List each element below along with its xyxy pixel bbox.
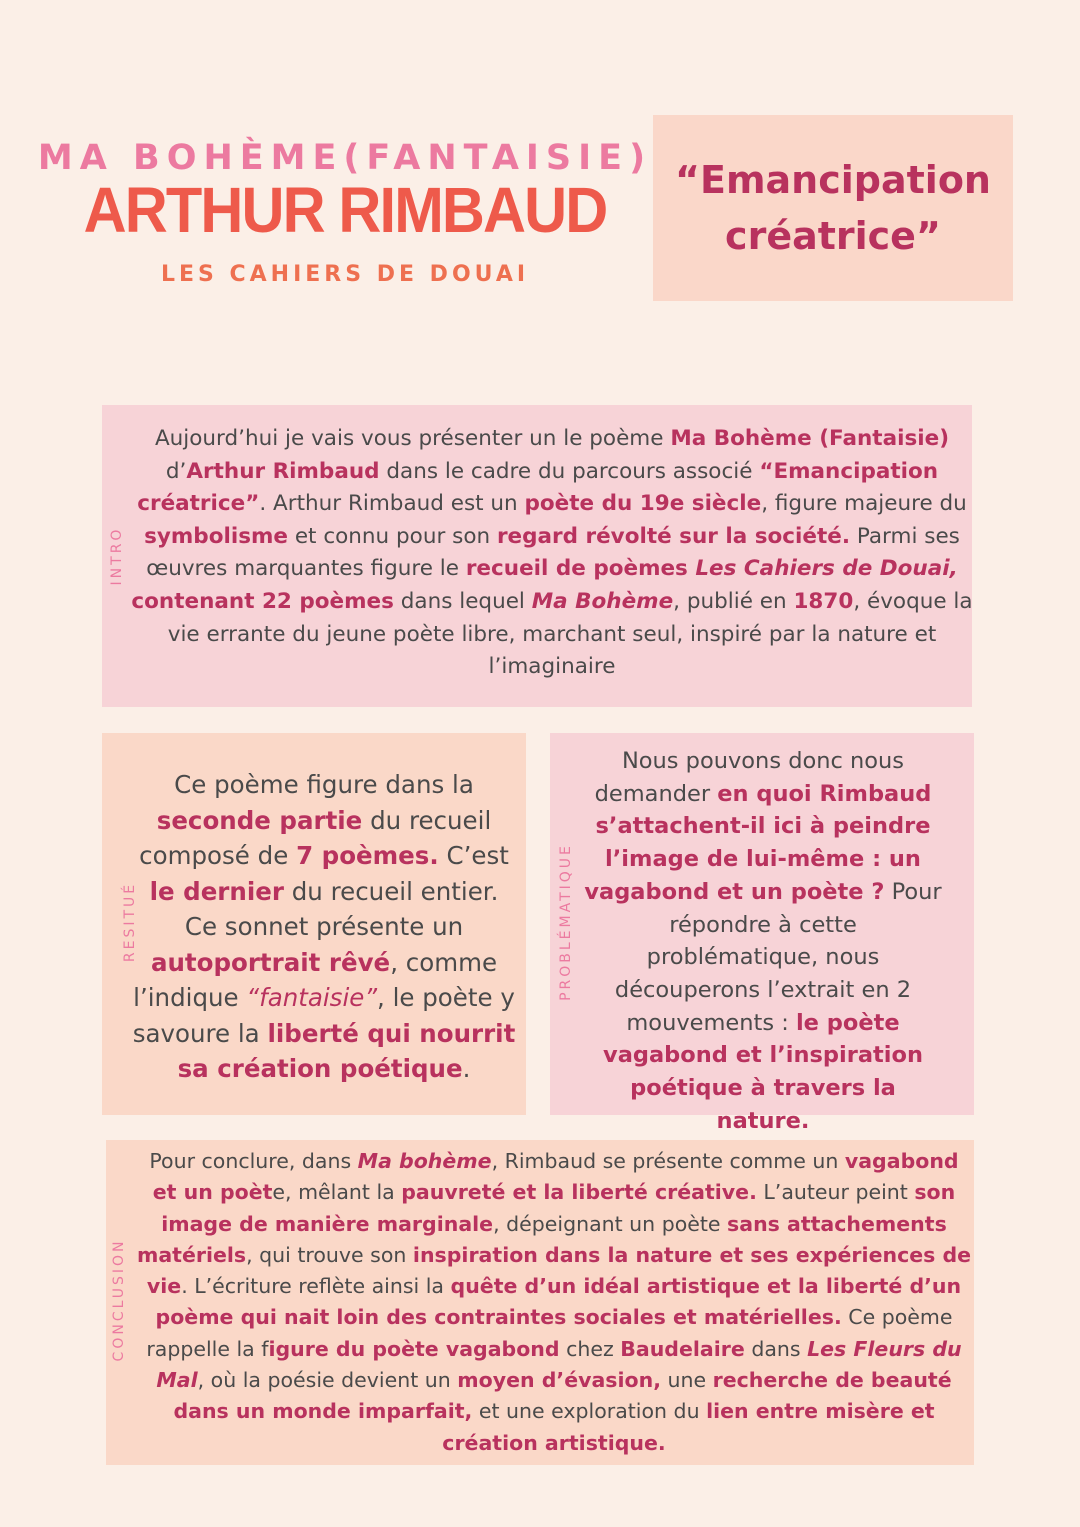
resitue-text: Ce poème figure dans la seconde partie du recueil composé de 7 poèmes. C’est le dernier du recueil entier. Ce sonnet présente un autoportrait rêvé, comme l’indique “fantaisie”, le poète y savoure la liberté qui nourrit sa création poétique.: [132, 770, 516, 1083]
collection-name: LES CAHIERS DE DOUAI: [160, 262, 530, 287]
author-name: ARTHUR RIMBAUD: [83, 174, 607, 246]
problematique-card: [550, 733, 974, 1134]
conclusion-label: CONCLUSION: [111, 1238, 127, 1362]
theme-line-1: “Emancipation: [675, 158, 991, 202]
intro-text: Aujourd’hui je vais vous présenter un le poème Ma Bohème (Fantaisie) d’Arthur Rimbaud dans le cadre du parcours associé “Emancipation créatrice”. Arthur Rimbaud est un poète du 19e siècle, figure majeure du symbolisme et connu pour son regard révolté sur la société. Parmi ses œuvres marquantes figure le recueil de poèmes Les Cahiers de Douai, contenant 22 poèmes dans lequel Ma Bohème, publié en 1870, évoque la vie errante du jeune poète libre, marchant seul, inspiré par la nature et l’imaginaire: [131, 426, 973, 680]
conclusion-text: Pour conclure, dans Ma bohème, Rimbaud se présente comme un vagabond et un poète, mêlant la pauvreté et la liberté créative. L’auteur peint son image de manière marginale, dépeignant un poète sans attachements matériels, qui trouve son inspiration dans la nature et ses expériences de vie. L’écriture reflète ainsi la quête d’un idéal artistique et la liberté d’un poème qui nait loin des contraintes sociales et matérielles. Ce poème rappelle la figure du poète vagabond chez Baudelaire dans Les Fleurs du Mal, où la poésie devient un moyen d’évasion, une recherche de beauté dans un monde imparfait, et une exploration du lien entre misère et création artistique.: [136, 1149, 972, 1455]
intro-card: [102, 405, 972, 707]
resitue-label: RESITUÉ: [122, 881, 138, 963]
conclusion-card: [106, 1140, 974, 1465]
page-header: [30, 138, 660, 287]
poem-title: MA BOHÈME(FANTAISIE): [37, 138, 653, 178]
theme-box: [653, 115, 1013, 301]
intro-label: INTRO: [109, 526, 125, 586]
theme-text: [675, 152, 991, 264]
theme-line-2: créatrice”: [725, 214, 941, 258]
resitue-card: [102, 733, 526, 1115]
problematique-label: PROBLÉMATIQUE: [558, 843, 574, 1001]
problematique-text: Nous pouvons donc nous demander en quoi Rimbaud s’attachent-il ici à peindre l’image de lui-même : un vagabond et un poète ? Pour répondre à cette problématique, nous découperons l’extrait en 2 mouvements : le poète vagabond et l’inspiration poétique à travers la nature.: [584, 748, 942, 1134]
